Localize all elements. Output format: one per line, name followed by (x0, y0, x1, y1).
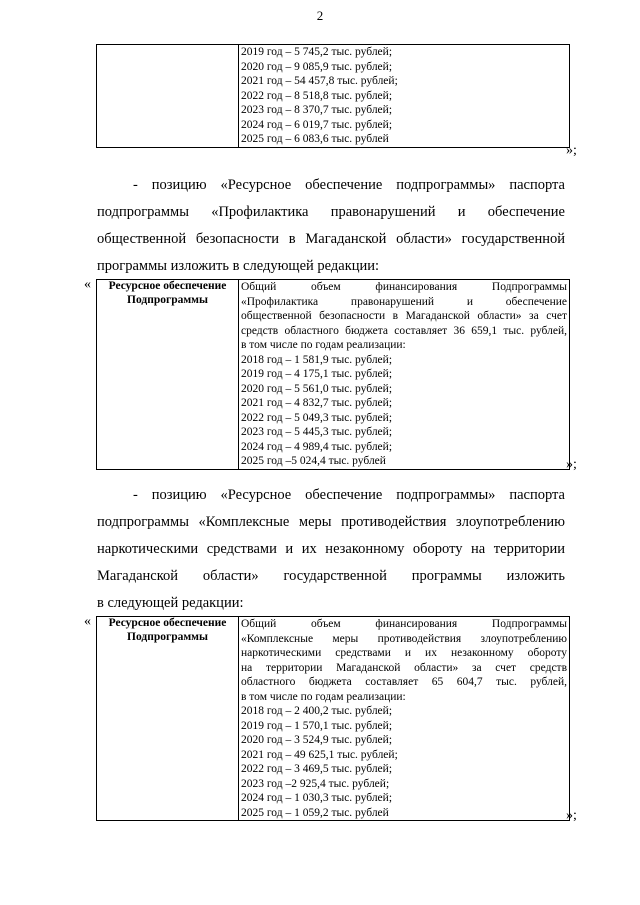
year-line: 2025 год –5 024,4 тыс. рублей (241, 455, 386, 467)
paragraph-line: подпрограммы «Профилактика правонарушений и обеспечение (97, 204, 565, 220)
text-line: Общий объем финансирования Подпрограммы (241, 281, 567, 293)
year-line: 2019 год – 1 570,1 тыс. рублей; (241, 719, 393, 732)
table-content-cell (239, 617, 570, 821)
year-line: 2022 год – 3 469,5 тыс. рублей; (241, 763, 393, 775)
paragraph-2 (97, 482, 565, 617)
year-line: 2024 год – 4 989,4 тыс. рублей; (241, 440, 393, 453)
paragraph-line: в следующей редакции: (97, 595, 244, 611)
year-line: 2021 год – 4 832,7 тыс. рублей; (241, 397, 393, 409)
label-line: Подпрограммы (127, 630, 208, 643)
label-line: Подпрограммы (127, 293, 208, 306)
text-line: на территории Магаданской области» за счет средств (241, 661, 567, 674)
year-line: 2023 год – 8 370,7 тыс. рублей; (241, 104, 393, 116)
table-label-cell (97, 45, 239, 148)
table-resource-provision-drug-control (96, 616, 570, 821)
year-line: 2023 год –2 925,4 тыс. рублей; (241, 777, 390, 790)
year-line: 2023 год – 5 445,3 тыс. рублей; (241, 426, 393, 438)
paragraph-line: Магаданской области» государственной программы изложить (97, 568, 565, 584)
label-line: Ресурсное обеспечение (108, 280, 227, 292)
paragraph-line: программы изложить в следующей редакции: (97, 258, 380, 274)
text-line: Общий объем финансирования Подпрограммы (241, 618, 567, 630)
year-line: 2020 год – 9 085,9 тыс. рублей; (241, 60, 393, 73)
closing-quote: »; (566, 143, 577, 158)
table-resource-provision-prevention (96, 279, 570, 470)
text-line: средств областного бюджета составляет 36 659,1 тыс. рублей, (241, 324, 567, 337)
year-line: 2022 год – 5 049,3 тыс. рублей; (241, 411, 393, 424)
year-line: 2022 год – 8 518,8 тыс. рублей; (241, 89, 393, 102)
text-line: в том числе по годам реализации: (241, 690, 406, 703)
year-line: 2020 год – 5 561,0 тыс. рублей; (241, 382, 393, 395)
year-line: 2019 год – 5 745,2 тыс. рублей; (241, 46, 393, 58)
year-line: 2018 год – 2 400,2 тыс. рублей; (241, 705, 393, 717)
page-number: 2 (316, 8, 324, 23)
text-line: «Комплексные меры противодействия злоупотреблению (241, 632, 567, 645)
year-line: 2021 год – 49 625,1 тыс. рублей; (241, 748, 398, 761)
closing-quote: »; (566, 808, 577, 823)
year-line: 2025 год – 1 059,2 тыс. рублей (241, 806, 389, 819)
paragraph-line: - позицию «Ресурсное обеспечение подпрограммы» паспорта (133, 177, 565, 193)
year-line: 2024 год – 1 030,3 тыс. рублей; (241, 792, 393, 804)
table-continuation (96, 44, 570, 148)
year-line: 2024 год – 6 019,7 тыс. рублей; (241, 118, 393, 131)
text-line: наркотическими средствами и их незаконному обороту (241, 647, 567, 659)
text-line: областного бюджета составляет 65 604,7 тыс. рублей, (241, 676, 567, 688)
paragraph-line: общественной безопасности в Магаданской области» государственной (97, 231, 565, 247)
text-line: в том числе по годам реализации: (241, 339, 406, 351)
paragraph-line: - позицию «Ресурсное обеспечение подпрограммы» паспорта (133, 487, 565, 503)
paragraph-line: подпрограммы «Комплексные меры противодействия злоупотреблению (97, 514, 565, 530)
paragraph-line: наркотическими средствами и их незаконному обороту на территории (97, 541, 565, 557)
table-label-cell (97, 617, 239, 821)
year-line: 2025 год – 6 083,6 тыс. рублей (241, 133, 389, 145)
text-line: «Профилактика правонарушений и обеспечение (241, 295, 567, 308)
year-line: 2018 год – 1 581,9 тыс. рублей; (241, 353, 393, 366)
table-label-cell (97, 280, 239, 470)
table-content-cell (239, 45, 570, 148)
opening-quote: « (84, 614, 91, 629)
paragraph-1 (97, 172, 565, 280)
table-content-cell (239, 280, 570, 470)
year-line: 2019 год – 4 175,1 тыс. рублей; (241, 368, 393, 380)
year-line: 2020 год – 3 524,9 тыс. рублей; (241, 734, 393, 746)
opening-quote: « (84, 277, 91, 292)
label-line: Ресурсное обеспечение (108, 617, 227, 629)
text-line: общественной безопасности в Магаданской области» за счет (241, 310, 567, 322)
closing-quote: »; (566, 457, 577, 472)
year-line: 2021 год – 54 457,8 тыс. рублей; (241, 75, 398, 87)
